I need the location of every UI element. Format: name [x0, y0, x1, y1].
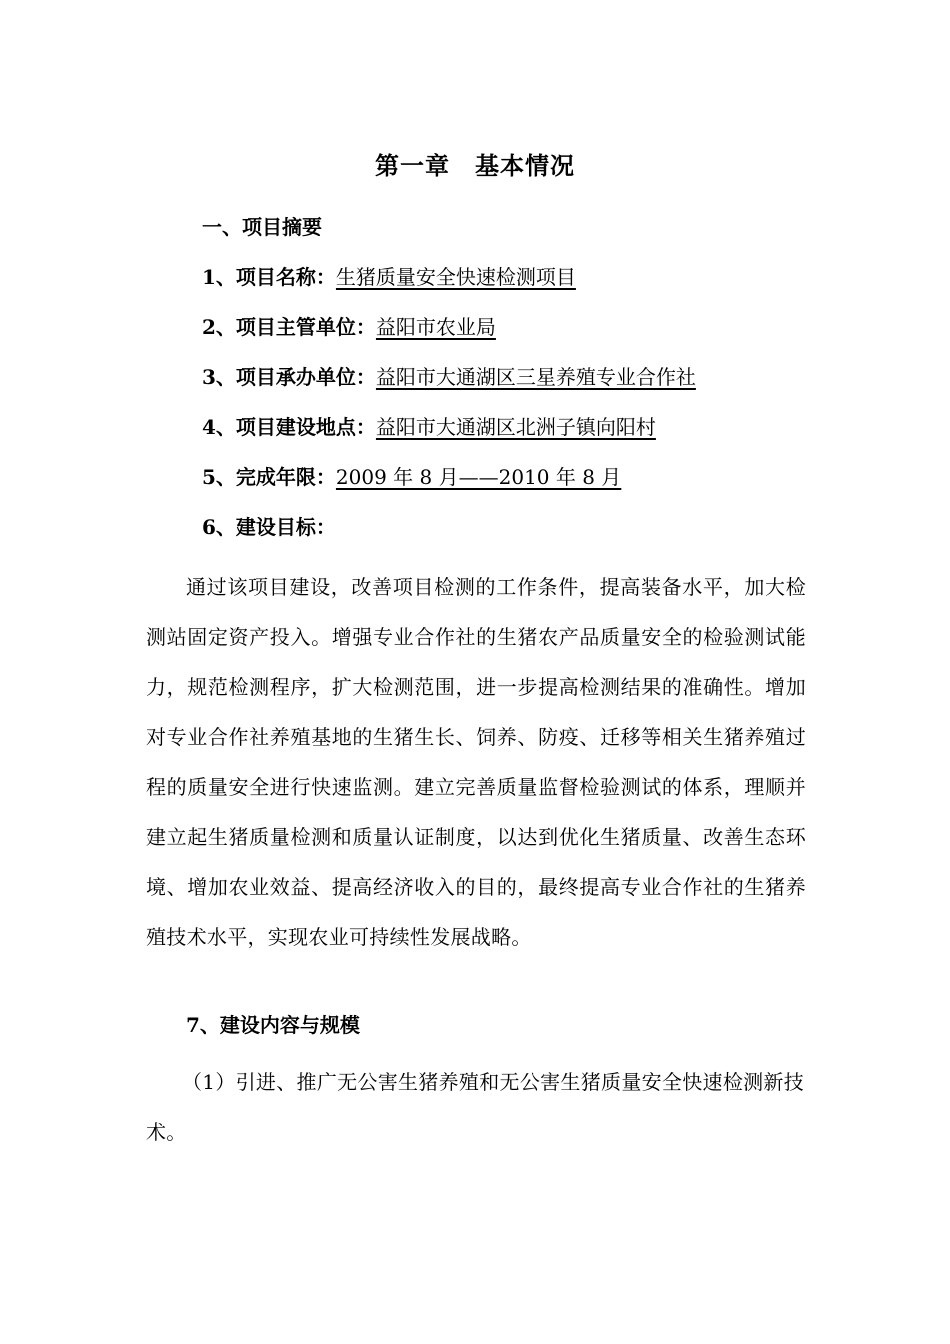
undertaking-unit-row: [202, 363, 696, 391]
project-name-label: 1、项目名称：: [202, 265, 336, 289]
completion-period-value: 2009 年 8 月——2010 年 8 月: [335, 465, 622, 489]
chapter-title: 第一章 基本情况: [375, 151, 575, 180]
construction-site-row: [202, 413, 656, 441]
goal-heading: 6、建设目标：: [202, 515, 336, 539]
content-heading: 7、建设内容与规模: [186, 1013, 360, 1037]
goal-paragraph: 通过该项目建设，改善项目检测的工作条件，提高装备水平，加大检测站固定资产投入。增强专业合作社的生猪农产品质量安全的检验测试能力，规范检测程序，扩大检测范围，进一步提高检测结果的准确性。增加对专业合作社养殖基地的生猪生长、饲养、防疫、迁移等相关生猪养殖过程的质量安全进行快速监测。建立完善质量监督检验测试的体系，理顺并建立起生猪质量检测和质量认证制度，以达到优化生猪质量、改善生态环境、增加农业效益、提高经济收入的目的，最终提高专业合作社的生猪养殖技术水平，实现农业可持续性发展战略。: [146, 575, 806, 949]
supervising-unit-label: 2、项目主管单位：: [202, 315, 376, 339]
project-name-value: 生猪质量安全快速检测项目: [335, 265, 576, 289]
content-paragraph: （1）引进、推广无公害生猪养殖和无公害生猪质量安全快速检测新技术。: [146, 1070, 805, 1144]
construction-site-label: 4、项目建设地点：: [202, 415, 376, 439]
supervising-unit-row: [202, 313, 496, 341]
project-name-row: [202, 263, 576, 291]
undertaking-unit-value: 益阳市大通湖区三星养殖专业合作社: [375, 365, 696, 389]
section-heading: 一、项目摘要: [202, 215, 322, 239]
undertaking-unit-label: 3、项目承办单位：: [202, 365, 376, 389]
construction-site-value: 益阳市大通湖区北洲子镇向阳村: [375, 415, 656, 439]
completion-period-row: [202, 463, 621, 491]
supervising-unit-value: 益阳市农业局: [375, 315, 496, 339]
completion-period-label: 5、完成年限：: [202, 465, 336, 489]
